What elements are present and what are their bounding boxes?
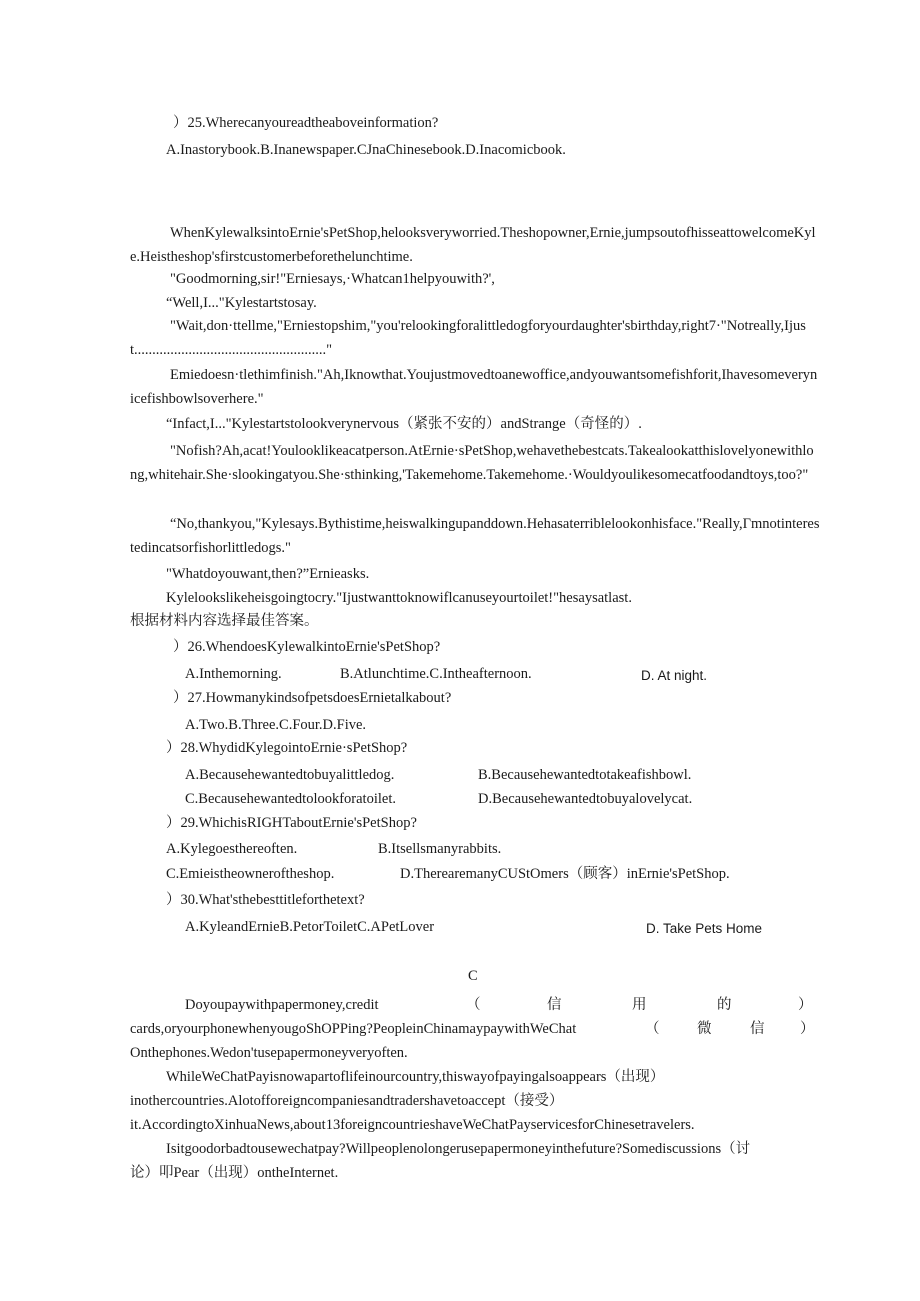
- passage-b-paragraph-4: "Wait,don·ttellme,"Erniestopshim,"you'relookingforalittledogforyourdaughter'sbirthday,right7·"Notreally,Ijust.....................................................": [130, 318, 806, 358]
- question-28-stem: ）28.WhydidKylegointoErnie·sPetShop?: [166, 740, 408, 756]
- question-27-stem: ）27.HowmanykindsofpetsdoesErnietalkabout?: [173, 690, 452, 706]
- passage-c-line-6: it.AccordingtoXinhuaNews,about13foreigncountrieshaveWeChatPayservicesforChinesetravelers.: [130, 1117, 695, 1133]
- passage-c-line-4: WhileWeChatPayisnowapartoflifeinourcountry,thiswayofpayingalsoappears（出现）: [166, 1069, 665, 1085]
- passage-b-paragraph-10: Kylelookslikeheisgoingtocry."Ijustwanttoknowiflcanuseyourtoilet!"hesaysatlast.: [166, 590, 632, 606]
- question-25-stem: ）25.Wherecanyoureadtheaboveinformation?: [173, 115, 439, 131]
- passage-c-line-7: Isitgoodorbadtousewechatpay?Willpeoplenolongerusepapermoneyinthefuture?Somediscussions（讨: [166, 1141, 751, 1157]
- passage-b-paragraph-2: "Goodmorning,sir!"Erniesays,·Whatcan1helpyouwith?',: [170, 271, 495, 287]
- question-29-stem: ）29.WhichisRIGHTaboutErnie'sPetShop?: [166, 815, 417, 831]
- question-30-option-abc: A.KyleandErnieB.PetorToiletC.APetLover: [185, 919, 435, 935]
- chinese-char: 微: [697, 1021, 712, 1037]
- instruction: 根据材料内容选择最佳答案。: [130, 613, 319, 629]
- chinese-char: 用: [632, 997, 647, 1013]
- passage-b-paragraph-9: "Whatdoyouwant,then?”Ernieasks.: [166, 566, 370, 582]
- question-29-option-d: D.TherearemanyCUStOmers（顾客）inErnie'sPetShop.: [400, 866, 730, 882]
- question-28-option-d: D.Becausehewantedtobuyalovelycat.: [478, 791, 693, 807]
- paren-open: （: [466, 997, 481, 1013]
- passage-b-paragraph-6: “Infact,I..."Kylestartstolookverynervous（紧张不安的）andStrange（奇怪的）.: [166, 416, 642, 432]
- passage-c-line-2: cards,oryourphonewhenyougoShOPPing?PeopleinChinamaypaywithWeChat: [130, 1021, 577, 1037]
- question-25-options: A.Inastorybook.B.Inanewspaper.CJnaChinesebook.D.Inacomicbook.: [166, 142, 566, 158]
- chinese-char: 的: [717, 997, 732, 1013]
- paren-close: ）: [798, 997, 813, 1013]
- passage-c-heading: C: [468, 968, 478, 984]
- chinese-char: 信: [750, 1021, 765, 1037]
- question-29-option-b: B.Itsellsmanyrabbits.: [378, 841, 502, 857]
- question-30-option-d: D. Take Pets Home: [646, 921, 763, 936]
- paren-open: （: [645, 1021, 660, 1037]
- passage-c-line-8: 论）叩Pear（出现）ontheInternet.: [130, 1165, 339, 1181]
- passage-c-line-1: Doyoupaywithpapermoney,credit: [185, 997, 379, 1013]
- question-28-option-c: C.Becausehewantedtolookforatoilet.: [185, 791, 396, 807]
- question-29-option-a: A.Kylegoesthereoften.: [166, 841, 298, 857]
- question-26-option-a: A.Inthemorning.: [185, 666, 282, 682]
- question-30-stem: ）30.What'sthebesttitleforthetext?: [166, 892, 365, 908]
- passage-b-paragraph-8: “No,thankyou,"Kylesays.Bythistime,heiswalkingupanddown.Hehasaterriblelookonhisface."Really,Γmnotinterestedincatsorfishorlittledogs.": [130, 516, 820, 556]
- passage-b-paragraph-5: Emiedoesn·tlethimfinish."Ah,Iknowthat.Youjustmovedtoanewoffice,andyouwantsomefishforit,Ihavesomeverynicefishbowlsoverhere.": [130, 367, 818, 407]
- passage-c-line-3: Onthephones.Wedon'tusepapermoneyveryoften.: [130, 1045, 408, 1061]
- question-28-option-b: B.Becausehewantedtotakeafishbowl.: [478, 767, 692, 783]
- question-27-options: A.Two.B.Three.C.Four.D.Five.: [185, 717, 367, 733]
- passage-b-paragraph-1: WhenKylewalksintoErnie'sPetShop,helooksveryworried.Theshopowner,Ernie,jumpsoutofhisseattowelcomeKyle.Heistheshop'sfirstcustomerbeforethelunchtime.: [130, 225, 816, 265]
- passage-b-paragraph-7: "Nofish?Ah,acat!Youlooklikeacatperson.AtErnie·sPetShop,wehavethebestcats.Takealookatthislovelyonewithlong,whitehair.She·slookingatyou.She·sthinking,'Takemehome.Takemehome.·Wouldyoulikesomecatfoodandtoys,too?": [130, 443, 814, 483]
- question-26-option-bc: B.Atlunchtime.C.Intheafternoon.: [340, 666, 532, 682]
- question-26-option-d: D. At night.: [641, 668, 708, 683]
- question-29-option-c: C.Emieistheowneroftheshop.: [166, 866, 335, 882]
- paren-close: ）: [800, 1021, 815, 1037]
- question-26-stem: ）26.WhendoesKylewalkintoErnie'sPetShop?: [173, 639, 441, 655]
- chinese-char: 信: [547, 997, 562, 1013]
- passage-c-line-5: inothercountries.Alotofforeigncompaniesandtradershavetoaccept（接受）: [130, 1093, 564, 1109]
- passage-b-paragraph-3: “Well,I..."Kylestartstosay.: [166, 295, 317, 311]
- question-28-option-a: A.Becausehewantedtobuyalittledog.: [185, 767, 395, 783]
